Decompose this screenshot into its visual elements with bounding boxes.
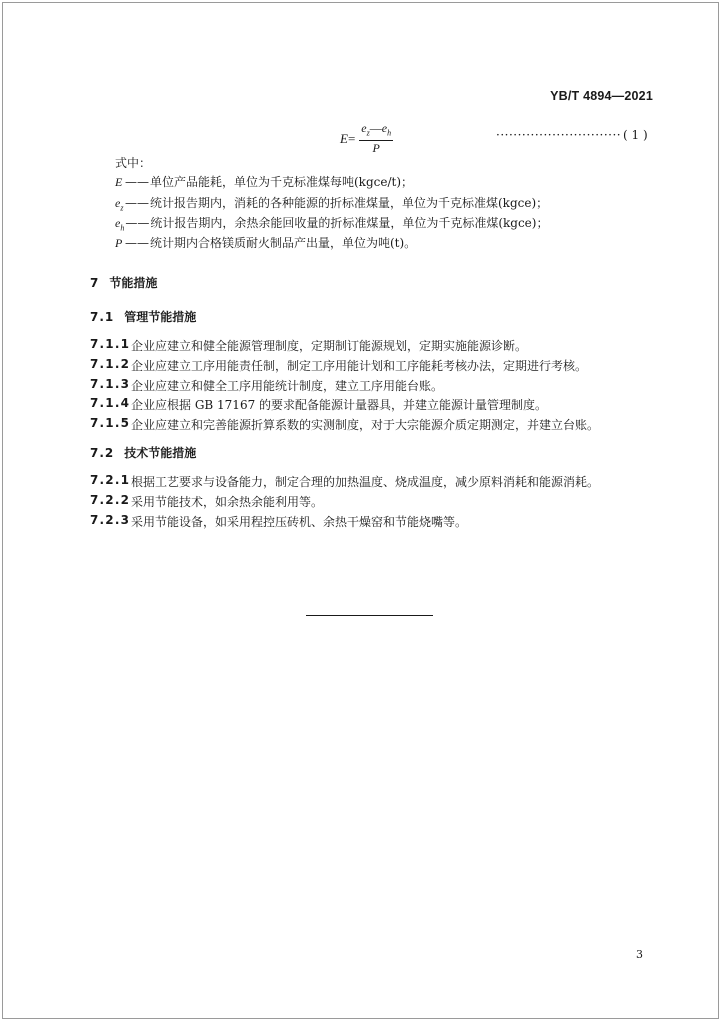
definition-symbol: $e_z$ [115, 196, 124, 213]
clause-7-1-5: 7.1.5 企业应建立和完善能源折算系数的实测制度，对于大宗能源介质定期测定，并建立台账。 [90, 416, 600, 432]
equation-leader-dots: ····························· [496, 128, 622, 142]
definition-text: 统计报告期内，余热余能回收量的折标准煤量，单位为千克标准煤(kgce)； [150, 216, 549, 230]
definition-p: P —— 统计期内合格镁质耐火制品产出量，单位为吨(t)。 [115, 234, 416, 252]
definition-text: 统计期内合格镁质耐火制品产出量，单位为吨(t)。 [150, 236, 417, 250]
formula-fraction [359, 122, 393, 155]
clause-7-1-4: 7.1.4 企业应根据 GB 17167 的要求配备能源计量器具，并建立能源计量管理制度。 [90, 396, 548, 412]
definition-symbol: E [115, 175, 123, 189]
definition-text: 统计报告期内，消耗的各种能源的折标准煤量，单位为千克标准煤(kgce)； [150, 196, 549, 210]
definition-eh: $e_h$ —— 统计报告期内，余热余能回收量的折标准煤量，单位为千克标准煤(kgce)； [115, 216, 549, 233]
clause-7-2-1: 7.2.1 根据工艺要求与设备能力，制定合理的加热温度、烧成温度，减少原料消耗和能源消耗。 [90, 473, 600, 489]
section-7-2-heading: 7.2 技术节能措施 [90, 446, 197, 460]
clause-7-2-3: 7.2.3 采用节能设备，如采用程控压砖机、余热干燥窑和节能烧嘴等。 [90, 513, 468, 529]
clause-7-2-2: 7.2.2 采用节能技术，如余热余能利用等。 [90, 493, 324, 509]
where-label: 式中： [115, 156, 152, 170]
formula-numerator: $e_z—e_h$ [359, 122, 393, 141]
definition-text: 单位产品能耗，单位为千克标准煤每吨(kgce/t)； [150, 175, 414, 189]
clause-7-1-1: 7.1.1 企业应建立和健全能源管理制度，定期制订能源规划，定期实施能源诊断。 [90, 337, 528, 353]
definition-symbol: $e_h$ [115, 216, 125, 233]
equation-number: ( 1 ) [623, 128, 648, 142]
formula-lhs: E= [340, 130, 356, 146]
section-7-heading: 7 节能措施 [90, 276, 158, 290]
standard-code: YB/T 4894—2021 [550, 89, 653, 103]
section-7-1-heading: 7.1 管理节能措施 [90, 310, 197, 324]
page-number: 3 [636, 948, 643, 961]
end-of-document-rule [306, 615, 433, 616]
energy-formula [340, 122, 393, 155]
clause-7-1-3: 7.1.3 企业应建立和健全工序用能统计制度，建立工序用能台账。 [90, 377, 444, 393]
definition-ez: $e_z$ —— 统计报告期内，消耗的各种能源的折标准煤量，单位为千克标准煤(kgce)； [115, 196, 549, 213]
clause-7-1-2: 7.1.2 企业应建立工序用能责任制，制定工序用能计划和工序能耗考核办法，定期进行考核。 [90, 357, 588, 373]
definition-e-product: E —— 单位产品能耗，单位为千克标准煤每吨(kgce/t)； [115, 173, 413, 191]
formula-denominator: P [372, 141, 380, 156]
definition-symbol: P [115, 236, 123, 250]
